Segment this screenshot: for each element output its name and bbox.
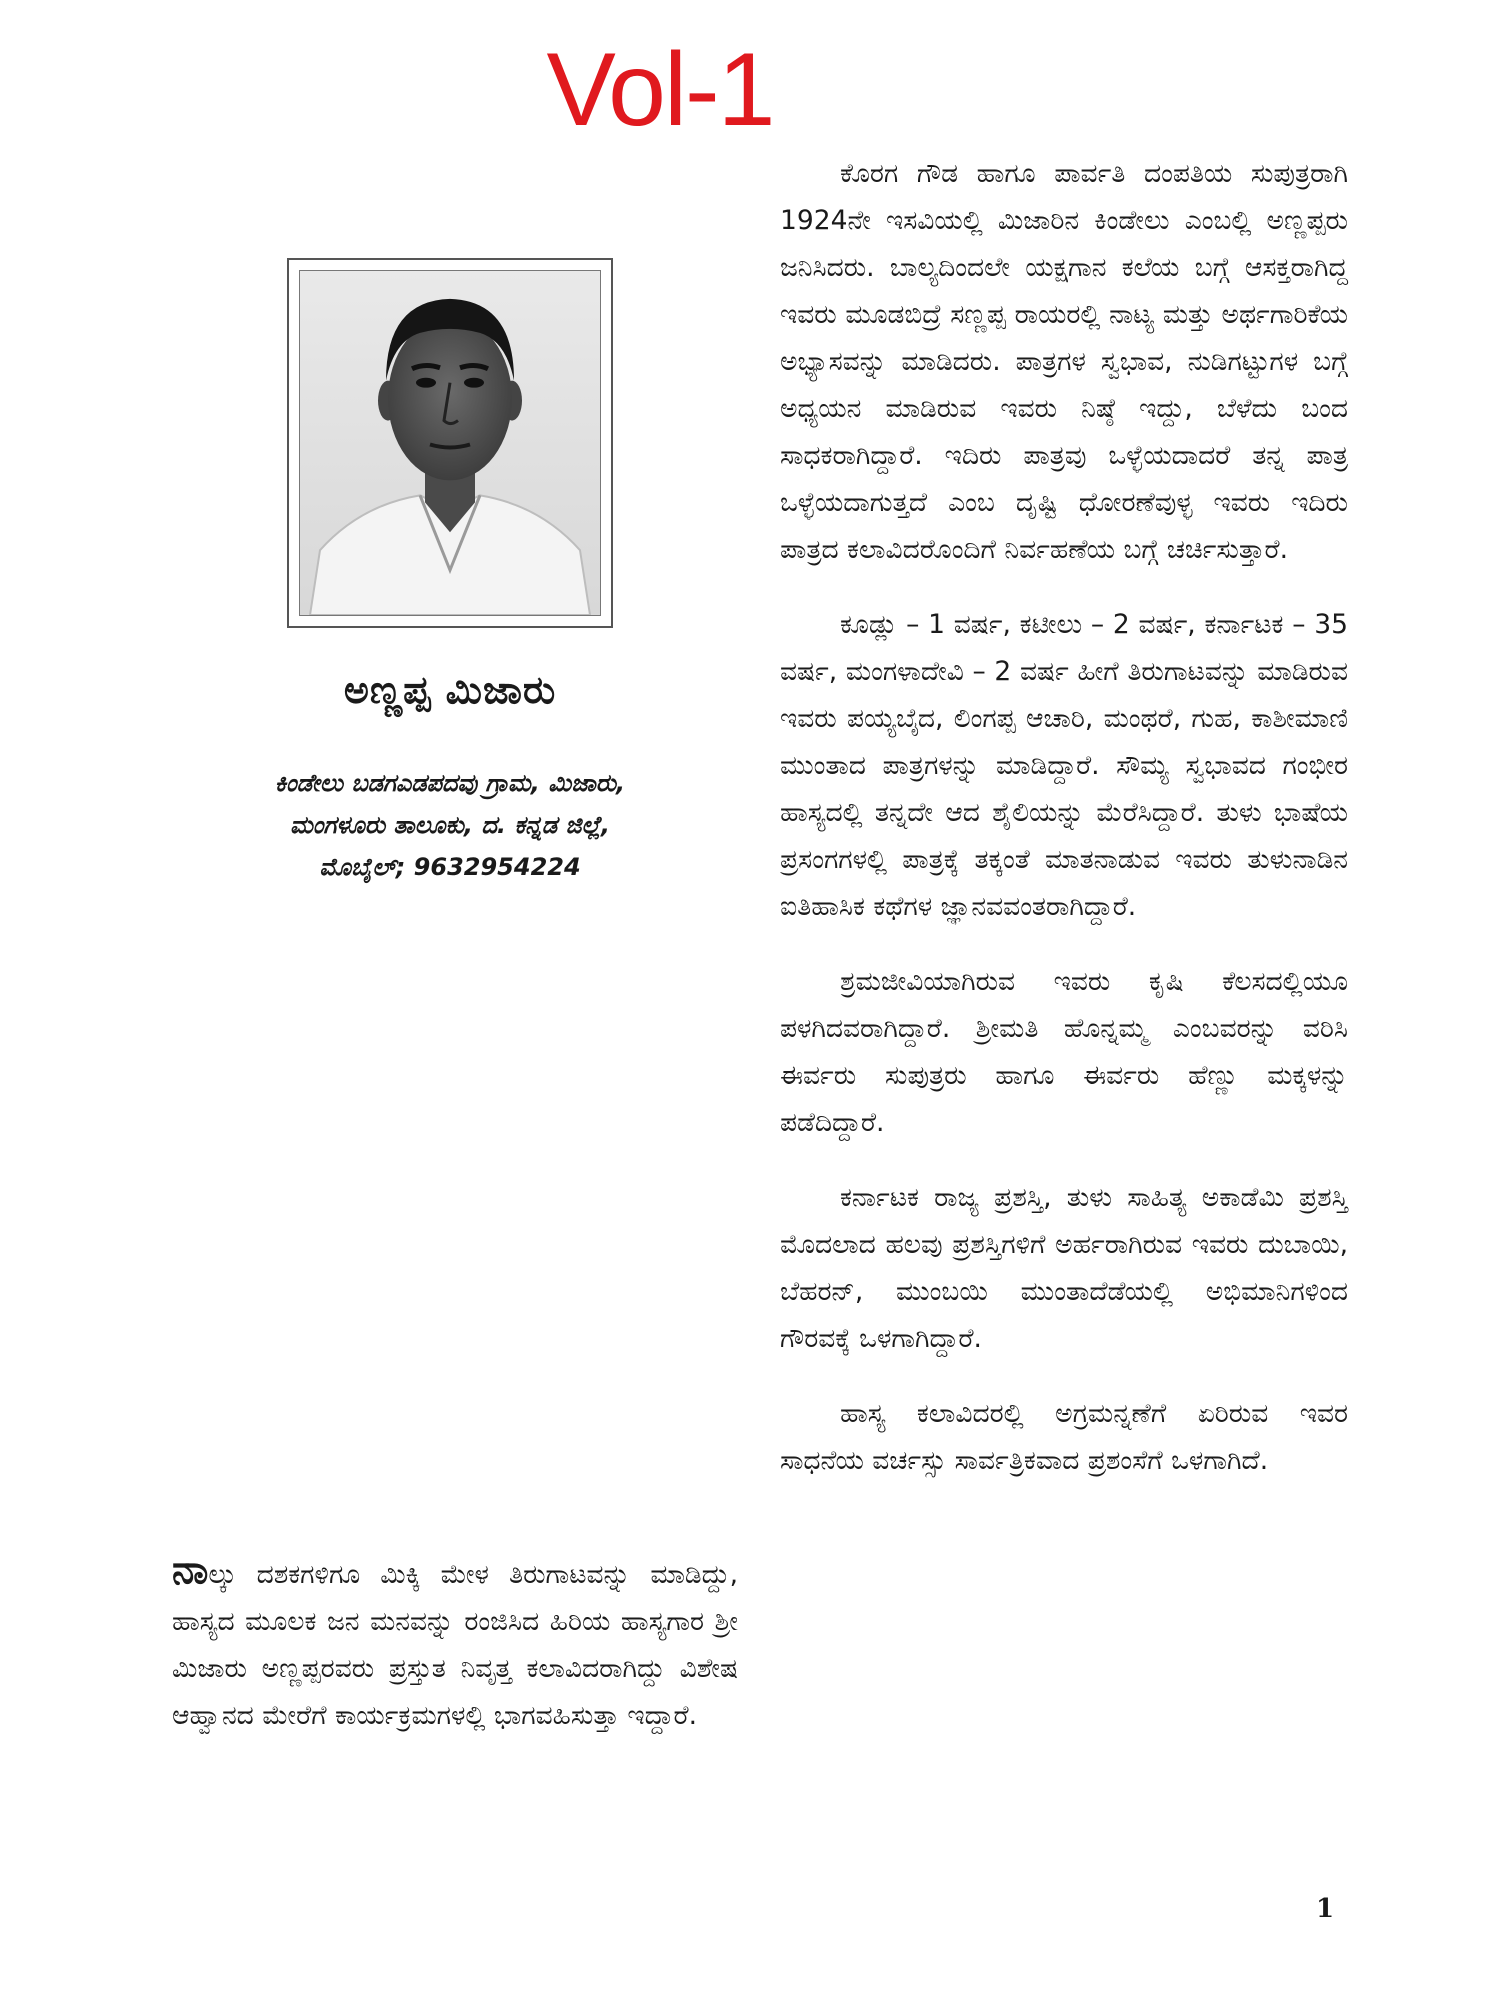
- body-paragraph: ಶ್ರಮಜೀವಿಯಾಗಿರುವ ಇವರು ಕೃಷಿ ಕೆಲಸದಲ್ಲಿಯೂ ಪಳಗಿದವರಾಗಿದ್ದಾರೆ. ಶ್ರೀಮತಿ ಹೊನ್ನಮ್ಮ ಎಂಬವರನ್ನು ವರಿಸಿ ಈರ್ವರು ಸುಪುತ್ರರು ಹಾಗೂ ಈರ್ವರು ಹೆಣ್ಣು ಮಕ್ಕಳನ್ನು ಪಡೆದಿದ್ದಾರೆ.: [780, 966, 1348, 1138]
- address-line: ಕಿಂಡೇಲು ಬಡಗಎಡಪದವು ಗ್ರಾಮ, ಮಿಜಾರು,: [274, 769, 626, 797]
- portrait-illustration: [300, 271, 600, 615]
- body-paragraph: ಕೊರಗ ಗೌಡ ಹಾಗೂ ಪಾರ್ವತಿ ದಂಪತಿಯ ಸುಪುತ್ರರಾಗಿ 1924ನೇ ಇಸವಿಯಲ್ಲಿ ಮಿಜಾರಿನ ಕಿಂಡೇಲು ಎಂಬಲ್ಲಿ ಅಣ್ಣಪ್ಪರು ಜನಿಸಿದರು. ಬಾಲ್ಯದಿಂದಲೇ ಯಕ್ಷಗಾನ ಕಲೆಯ ಬಗ್ಗೆ ಆಸಕ್ತರಾಗಿದ್ದ ಇವರು ಮೂಡಬಿದ್ರೆ ಸಣ್ಣಪ್ಪ ರಾಯರಲ್ಲಿ ನಾಟ್ಯ ಮತ್ತು ಅರ್ಥಗಾರಿಕೆಯ ಅಭ್ಯಾಸವನ್ನು ಮಾಡಿದರು. ಪಾತ್ರಗಳ ಸ್ವಭಾವ, ನುಡಿಗಟ್ಟುಗಳ ಬಗ್ಗೆ ಅಧ್ಯಯನ ಮಾಡಿರುವ ಇವರು ನಿಷ್ಠೆ ಇದ್ದು, ಬೆಳೆದು ಬಂದ ಸಾಧಕರಾಗಿದ್ದಾರೆ. ಇದಿರು ಪಾತ್ರವು ಒಳ್ಳೆಯದಾದರೆ ತನ್ನ ಪಾತ್ರ ಒಳ್ಳೆಯದಾಗುತ್ತದೆ ಎಂಬ ದೃಷ್ಟಿ ಧೋರಣೆವುಳ್ಳ ಇವರು ಇದಿರು ಪಾತ್ರದ ಕಲಾವಿದರೊಂದಿಗೆ ನಿರ್ವಹಣೆಯ ಬಗ್ಗೆ ಚರ್ಚಿಸುತ್ತಾರೆ.: [780, 158, 1348, 565]
- intro-dropcap: ನಾ: [172, 1547, 209, 1593]
- page-number: 1: [1315, 1894, 1335, 1924]
- address-line: ಮೊಬೈಲ್; 9632954224: [319, 853, 581, 881]
- body-paragraph: ಕೂಡ್ಲು – 1 ವರ್ಷ, ಕಟೀಲು – 2 ವರ್ಷ, ಕರ್ನಾಟಕ – 35 ವರ್ಷ, ಮಂಗಳಾದೇವಿ – 2 ವರ್ಷ ಹೀಗೆ ತಿರುಗಾಟವನ್ನು ಮಾಡಿರುವ ಇವರು ಪಯ್ಯಬೈದ, ಲಿಂಗಪ್ಪ ಆಚಾರಿ, ಮಂಥರೆ, ಗುಹ, ಕಾಶೀಮಾಣಿ ಮುಂತಾದ ಪಾತ್ರಗಳನ್ನು ಮಾಡಿದ್ದಾರೆ. ಸೌಮ್ಯ ಸ್ವಭಾವದ ಗಂಭೀರ ಹಾಸ್ಯದಲ್ಲಿ ತನ್ನದೇ ಆದ ಶೈಲಿಯನ್ನು ಮೆರೆಸಿದ್ದಾರೆ. ತುಳು ಭಾಷೆಯ ಪ್ರಸಂಗಗಳಲ್ಲಿ ಪಾತ್ರಕ್ಕೆ ತಕ್ಕಂತೆ ಮಾತನಾಡುವ ಇವರು ತುಳುನಾಡಿನ ಐತಿಹಾಸಿಕ ಕಥೆಗಳ ಜ್ಞಾನವವಂತರಾಗಿದ್ದಾರೆ.: [780, 609, 1348, 922]
- volume-label: Vol-1: [546, 32, 774, 148]
- biography-column: [780, 150, 1348, 1512]
- intro-paragraph: [172, 1547, 738, 1739]
- intro-text: ಲ್ಕು ದಶಕಗಳಿಗೂ ಮಿಕ್ಕಿ ಮೇಳ ತಿರುಗಾಟವನ್ನು ಮಾಡಿದ್ದು, ಹಾಸ್ಯದ ಮೂಲಕ ಜನ ಮನವನ್ನು ರಂಜಿಸಿದ ಹಿರಿಯ ಹಾಸ್ಯಗಾರ ಶ್ರೀ ಮಿಜಾರು ಅಣ್ಣಪ್ಪರವರು ಪ್ರಸ್ತುತ ನಿವೃತ್ತ ಕಲಾವಿದರಾಗಿದ್ದು ವಿಶೇಷ ಆಹ್ವಾನದ ಮೇರೆಗೆ ಕಾರ್ಯಕ್ರಮಗಳಲ್ಲಿ ಭಾಗವಹಿಸುತ್ತಾ ಇದ್ದಾರೆ.: [172, 1559, 738, 1731]
- artist-name: ಅಣ್ಣಪ್ಪ ಮಿಜಾರು: [343, 668, 557, 712]
- body-paragraph: ಹಾಸ್ಯ ಕಲಾವಿದರಲ್ಲಿ ಅಗ್ರಮನ್ನಣೆಗೆ ಏರಿರುವ ಇವರ ಸಾಧನೆಯ ವರ್ಚಸ್ಸು ಸಾರ್ವತ್ರಿಕವಾದ ಪ್ರಶಂಸೆಗೆ ಒಳಗಾಗಿದೆ.: [780, 1398, 1348, 1476]
- body-paragraph: ಕರ್ನಾಟಕ ರಾಜ್ಯ ಪ್ರಶಸ್ತಿ, ತುಳು ಸಾಹಿತ್ಯ ಅಕಾಡೆಮಿ ಪ್ರಶಸ್ತಿ ಮೊದಲಾದ ಹಲವು ಪ್ರಶಸ್ತಿಗಳಿಗೆ ಅರ್ಹರಾಗಿರುವ ಇವರು ದುಬಾಯಿ, ಬೆಹರನ್, ಮುಂಬಯಿ ಮುಂತಾದೆಡೆಯಲ್ಲಿ ಅಭಿಮಾನಿಗಳಿಂದ ಗೌರವಕ್ಕೆ ಒಳಗಾಗಿದ್ದಾರೆ.: [780, 1182, 1348, 1354]
- portrait-frame: [287, 258, 613, 628]
- address-line: ಮಂಗಳೂರು ತಾಲೂಕು, ದ. ಕನ್ನಡ ಜಿಲ್ಲೆ,: [289, 811, 611, 839]
- portrait-photo: [299, 270, 601, 616]
- address-block: [185, 762, 715, 888]
